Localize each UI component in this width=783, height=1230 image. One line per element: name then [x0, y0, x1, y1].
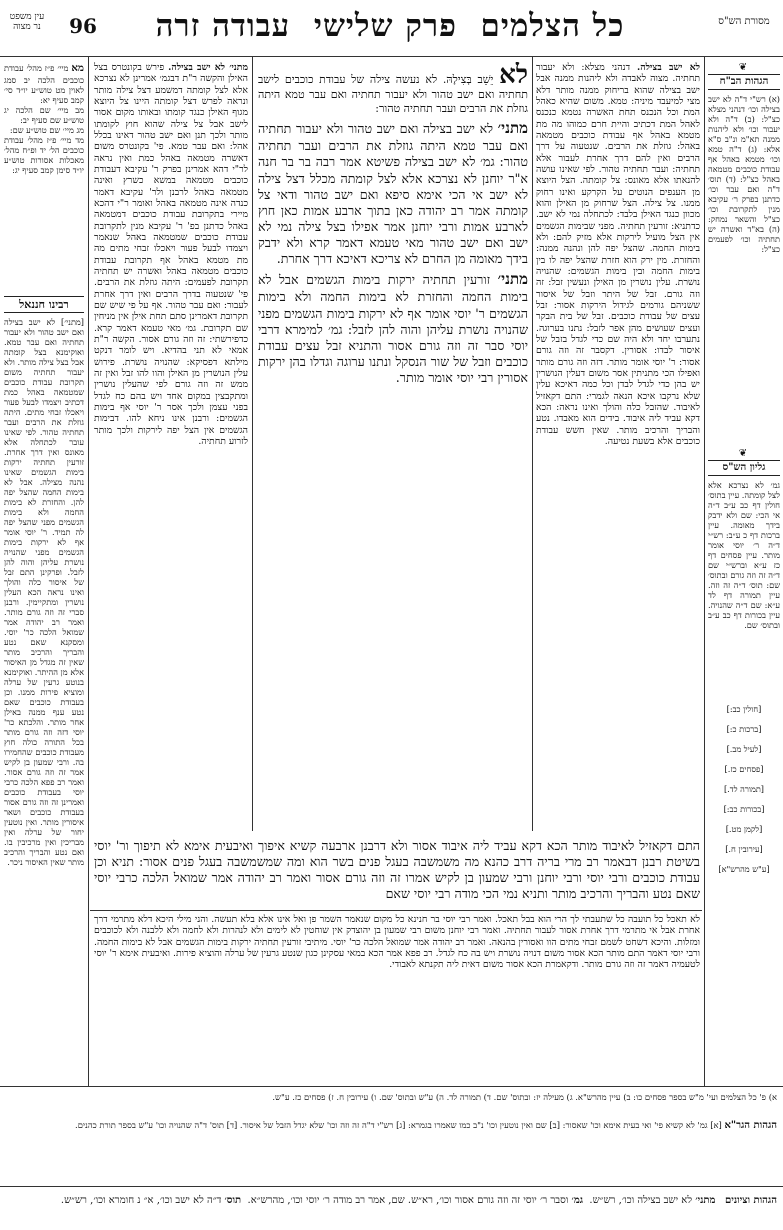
divider-top	[0, 56, 783, 57]
gemara-bottom-text: התם דקאזיל לאיבוד מותר הכא דקא עביד ליה איבוד אסור ולא דרבנן ארבעה קשיא איפוך ואיבעית אימא לא תיפוך ור' יוסי בשיטת רבנן דבאמר רב מרי בריה דרב כהנא מה משמשבה בעגל פנים בשר הוא ומה שמשמשבה בעגל פנים אסור: תניא וכן עבודת כוכבים ורבי יוסי ורבי יוחנן ורבי שמעון בן לקיש אמרו זה וזה גורם אסור ואמר רב יהודה אמר שמואל הלכה כרבי יוסי שאם נטע והבריך והרכיב מותר ותניא נמי הכי מודה רבי יוסי שאם	[94, 838, 700, 902]
bottom-line-label-2: גמ׳	[571, 1195, 584, 1206]
bottom-commentary-block	[94, 914, 700, 1082]
hagahot-habach-column	[708, 62, 780, 442]
gilyon-hashas-column	[708, 448, 780, 698]
hagahot-hagra-text: [א] גמ' לא קשיא פי' ואי בעית אימא וכו' שאסור: [ב] שם ואין נוטעין וכו' נ"ב כמו שאמרו בגמרא: [ג] רש"י ד"ה זה וזה וכו' שלא יגדל הזבל של איסור. [ד] תוס' ד"ה שהנויה וכו' ע"ש בספר תורת כהנים.	[75, 1120, 722, 1130]
mishna1-text: לא ישב בצילה ואם ישב טהור ולא יעבור תחתיה ואם עבר טמא היתה גוזלת את הרבים ועבר תחתיה טהור: גמ׳ לא ישב בצילה פשיטא אמר רבה בר בר חנה א"ר יוחנן לא נצרכא אלא לצל קומתה מכלל דצל צילה לא ישב אי הכי אימא סיפא ואם ישב טהור ודאי צל קומתה אמר רב יהודה כאן בתוך ארבע אמות כאן חוץ לארבע אמות ורבי יוחנן אמר אפילו בצל צילה נמי לא ישב ואם ישב טהור מאי טעמא דאמר קרא ולא ידבק בידך מאומה מן החרם לא צריכא דאיכא דרך אחרת.	[258, 121, 528, 267]
gemara-column	[258, 62, 528, 830]
mesoret-hashas-column	[708, 704, 780, 1082]
bottom-line-text-2: ד״ה לא ישב וכו׳, א״ נ חומרא וכו׳, רש״ש.	[60, 1195, 222, 1206]
bottom-line-label-3: תוס׳	[224, 1195, 242, 1206]
bottom-commentary-text: לא תאכל כל תועבה כל שתעבתי לך הרי הוא בבל תאכל. ואמר רבי יוסי בר חנינא כל מקום שנאמר השמר פן ואל אינו אלא בלא תעשה. והני מילי היכא דלא מתרמי דרך אחרת אבל אי מתרמי דרך אחרת אסור לעבור תחתיה. ואמר רבי יוחנן משום רבי שמעון בן יהוצדק אין שוחטין לא לימים ולא לנהרות ולא לחמה ולא ללבנה ולא לכוכבים ומזלות. והיכא דשחט לשמם זבחי מתים הוו ואסורין בהנאה. ואמר רב יהודה אמר שמואל הלכה כר' יוסי. מיתיבי זורעין תחתיה ירקות בימות הגשמים אבל לא בימות החמה. ורבי יוסי דאמר התם מותר הכא אסור משום דנויה נושרת ויש בה כח לגדל. רב פפא אמר הכא במאי עסקינן כגון שנטע גרעין של ערלה והוציא פירות. ואיבעית אימא ר' יוסי לטעמיה דאמר זה וזה גורם מותר. ודקאמרת הכא אסור משום דאית ליה תקנתא לאבודי.	[94, 914, 700, 971]
divider-bottom-line	[0, 1186, 783, 1187]
divider-right-inner	[532, 56, 533, 831]
divider-footnotes	[0, 1086, 783, 1087]
divider-right-outer	[704, 56, 705, 1086]
ein-mishpat-text: מיי׳ פ״ז מהל׳ עבודת כוכבים הלכה יב סמג לאוין מט טוש״ע יו״ד סי׳ קמב סעיף יא: מב מיי׳ שם הלכה יג טוש״ע שם סעיף יב: מג מיי׳ שם טוש״ע שם: מד מיי׳ פ״ז מהל׳ עבודת כוכבים הל׳ יד ופ״ח מהל׳ מאכלות אסורות טוש״ע יו״ד סימן קמב סעיף יג:	[4, 63, 84, 175]
gilyon-hashas-text: גמ׳ לא נצרכא אלא לצל קומתה. עיין בתוס׳ חולין דף כב ע״ב ד״ה אי הכי: שם ולא ידבק בידך מאומה. עיין ברכות דף כ ע״ב: רש״י ד״ה ר׳ יוסי אומר מותר. עיין פסחים דף כז ע״א וברש״י שם ד״ה זה וזה גורם ובתוס׳ שם: תוס׳ ד״ה זה וזה. עיין תמורה דף לד ע״א: שם ד״ה שהנויה. עיין בכורות דף כב ע״ב ובתוס׳ שם.	[708, 480, 780, 631]
ein-mishpat-lead: מא	[71, 62, 84, 74]
mishna2-label: מתני׳	[497, 270, 528, 289]
divider-left-inner	[252, 56, 253, 831]
ornament-top: ❦	[738, 62, 750, 73]
mishna1-label: מתני׳	[497, 119, 528, 138]
rashi-text: דנהני מצלא: ולא יעבור תחתיה. מצוה לאבדה ולא ליהנות ממנה אבל ישב בצילה שהוא בריחוק ממנה מותר דלא מצי למיעבד מיניה: טמא. משום שהיא כאהל המת וכל הנכנס תחת האשרה נטמא כנכנס לאהל המת דכתיב והיית חרם כמוהו מה מת מטמא באהל אף עבודת כוכבים מטמאה באהל: גוזלת את הרבים. שנטעוה על דרך הרבים ואין להם דרך אחרת לעבור אלא תחתיה: ועבר תחתיה טהור. לפי שאינו עושה להנאתו אלא מאונס: צל קומתה. הצל היוצא מן הענפים הנוטים על הקרקע ואינו רחוק ממנו. צל צילה. הצל שרחוק מן האילן והוא מכוון כנגד האילן בלבד: לכתחלה נמי לא ישב. כדתניא: זורעין תחתיה. מפני שבימות הגשמים אין הצל מועיל לירקות אלא מזיק להם: ולא בימות החמה. שהצל יפה להן ונהנה ממנה: והחזרת. מין ירק הוא חזרת שהצל יפה לו בין בימות החמה ובין בימות הגשמים: שהנויה נושרת. עלין נושרין מן האילן ונעשין זבל: זה וזה גורם. זבל של היתר וזבל של איסור ששניהם גורמים לגידול הירקות אסור: זבל עצים של עבודת כוכבים. זבל של בית הבקר ועצים שעושים מהן אפר לזבל: נתנו בערוגה. נתערבו יחד ולא היה שם כדי לגדל בזבל של איסור לבדו: אסורין. דקסבר זה וזה גורם אסור: ר' יוסי אומר מותר. דזה וזה גורם מותר ואפילו הכי מתניתין אסר משום דעלין הנושרין יש בהן כדי לגדל לבדן וכל כמה דאיכא עלין שלא נרקבו איכא הנאה לגמרי: התם דקאזיל לאיבוד. שהזבל כלה והולך ואינו נראה: הכא דקא עביד ליה איבוד. בידים הוא מאבדו. נטע והבריך והרכיב מותר. שאין חשש עבודת כוכבים אלא בשעת נטיעה.	[536, 62, 700, 447]
rabbeinu-chananel-column	[4, 296, 84, 1082]
bottom-line-label-0: הגהות וציונים	[724, 1195, 777, 1206]
mishna2-text: זורעין תחתיה ירקות בימות הגשמים אבל לא בימות החמה והחזרת לא בימות החמה ולא בימות הגשמים ר' יוסי אומר אף לא ירקות בימות הגשמים מפני שהנויה נושרת עליהן והוה להן לזבל: גמ׳ למימרא דרבי יוסי סבר זה וזה גורם אסור והתניא זבל עצים עבודת כוכבים וזבל של שור הנסקל ונתנו ערוגה וגדלו בהן ירקות אסורין רבי יוסי אומר מותר.	[258, 272, 528, 385]
hagahot-habach-title: הגהות הב"ח	[708, 74, 780, 90]
gemara-intro-text: יֵשֵׁב בְּצִילָהּ. לא נעשה צילה של עבודת כוכבים לישב תחתיה ואם ישב טהור ולא יעבור תחתיה ואם עבר טמא היתה גוזלת את הרבים ועבר תחתיה טהור:	[258, 73, 528, 116]
ein-mishpat-column	[4, 62, 84, 292]
hagahot-hagra-block	[6, 1120, 777, 1182]
hagahot-hagra-title: הגהות הגר"א	[724, 1120, 777, 1131]
rashi-column	[536, 62, 700, 830]
tosafot-column	[94, 62, 248, 830]
footnote-line	[6, 1092, 777, 1114]
page-number: 96	[69, 14, 97, 38]
gilyon-hashas-title: גליון הש"ס	[708, 460, 780, 476]
mesoret-hashas-label: מסורת הש"ס	[718, 16, 770, 27]
divider-left-outer	[88, 56, 89, 1086]
bottom-line-text-0: לא ישב בצילה וכו׳, רש״ש.	[589, 1195, 692, 1206]
gemara-intro-lead: לא	[499, 62, 528, 90]
bottom-line-label-1: מתני׳	[695, 1195, 716, 1206]
mesoret-hashas-text: [חולין כב:] [ברכות כ:] [לעיל מב.] [פסחים כז.] [תמורה לד.] [בכורות כב:] [לקמן מט.] [עירובין ח.] [ע"ש מהרש"א]	[718, 704, 770, 874]
divider-notes	[90, 910, 702, 911]
rabbeinu-chananel-title: רבינו חננאל	[4, 296, 84, 313]
page-title: כל הצלמים פרק שלישי עבודה זרה	[155, 8, 625, 44]
footnote-line-text: א) פ' כל הצלמים ועי' מ"ש בספר פסחים כו: ב) עיין מהרש"א. ג) מעילה יז: ובתוס' שם. ד) תמורה לד. ה) ע"ש ובתוס' שם. ו) עירובין ח. ז) פסחים כז. ע"ש.	[272, 1092, 777, 1102]
header	[0, 0, 783, 60]
bottom-line-text-1: וסבר ר׳ יוסי זה וזה גורם אסור וכו׳, רא״ש. שם, אמר רב מודה ר׳ יוסי וכו׳, מהרש״א.	[247, 1195, 569, 1206]
bottom-line	[6, 1194, 777, 1224]
tosafot-lead: מתני׳ לא ישב בצילה.	[168, 62, 248, 73]
ornament-middle: ❦	[738, 448, 750, 459]
rabbeinu-chananel-text: [מתני׳] לא ישב בצילה ואם ישב טהור ולא יעבור תחתיה ואם עבר טמא. ואוקימנא בצל קומתה אבל בצל צילה מותר. ולא יעבור תחתיה משום תקרובת עבודת כוכבים שמטמאה באהל כמת דכתיב ויצמדו לבעל פעור ויאכלו זבחי מתים. היתה גוזלת את הרבים ועבר תחתיה טהור. לפי שאינו עובר לכתחלה אלא מאונס ואין דרך אחרת. זורעין תחתיה ירקות בימות הגשמים שאינו נהנה מצילה. אבל לא בימות החמה שהצל יפה להן. והחזרת לא בימות החמה ולא בימות הגשמים מפני שהצל יפה לה תמיד. ר' יוסי אומר אף לא ירקות בימות הגשמים מפני שהנויה נושרת עליהן והוה להן לזבל. ופרקינן התם זבל של איסור כלה והולך ואינו נראה הכא העלין נושרין ומתקיימין. ורבנן סברי זה וזה גורם מותר. ואמר רב יהודה אמר שמואל הלכה כר' יוסי. ומסקנא שאם נטע והבריך והרכיב מותר שאין זה מגדל מן האיסור אלא מן ההיתר. ואוקימנא בנוטע גרעין של ערלה ומוציא פירות ממנו. וכן בעבודת כוכבים שאם נטע ענף ממנה באילן אחר מותר. והלכתא כר' יוסי דזה וזה גורם מותר בכל התורה כולה חוץ מעבודת כוכבים שהחמירו בה. ורבי שמעון בן לקיש אמר זה וזה גורם אסור. ואמר רב פפא הלכה כרבי יוסי בעבודת כוכבים ואמרינן זה וזה גורם אסור בעבודת כוכבים ושאר איסורין מותר. ואין נוטעין יחור של ערלה ואין מבריכין ואין מרכיבין בו. ואם נטע והבריך והרכיב מותר שאין האיסור ניכר.	[4, 317, 84, 868]
rashi-lead: לא ישב בצילה.	[637, 62, 700, 73]
gemara-bottom-block	[94, 838, 700, 908]
tosafot-text: פירש בקונטרס בצל האילן והקשה ר"ת דבגמ׳ אמרינן לא נצרכא אלא לצל קומתה דמשמע דצל צילה מותר ונראה לפרש דצל קומתה היינו צל היוצא מגוף האילן כנגד קומתו ובאותו מקום אסור לישב אבל צל צילה שהוא חוץ לקומתו מותר ולכך תנן ואם ישב טהור דאינו בכלל אהל: ואם עבר טמא. פי' בקונטרס משום דאשרה מטמאה באהל כמת ואין נראה לר"י דהא אמרינן בפרק ר' עקיבא דעבודת כוכבים מטמאה במשא כשרץ ואינה מטמאה באהל לרבנן ולר' עקיבא דאמר כנדה אינה מטמאה באהל ואומר ר"י דהכא מיירי בתקרובת עבודת כוכבים דמטמאה באהל כדתנן בפ' ר' עקיבא מנין לתקרובת עבודת כוכבים שמטמאה באהל שנאמר ויצמדו לבעל פעור ויאכלו זבחי מתים מה מת מטמא באהל אף תקרובת עבודת כוכבים מטמאה באהל ואשרה יש תחתיה תקרובת לפעמים: היתה גוזלת את הרבים. פי' שנטעוה בדרך הרבים ואין דרך אחרת לעבור: ואם עבר טהור. אף על פי שיש שם תקרובת דאמרינן סתם תחת אילן אין מניחין שם תקרובת. גמ׳ מאי טעמא דאמר קרא. כדפירשתי: זה וזה גורם אסור. הקשה ר"ת אמאי לא תני בהדיא. ויש לומר דנקט מילתא דפסיקא: שהנויה נושרת. פירוש עלין הנושרין מן האילן והוו להו זבל ואין זה ממש זה וזה גורם לפי שהעלין נושרין ומתקבצין במקום אחד ויש בהם כח לגדל בפני עצמן ולכך אסר ר' יוסי אף בימות הגשמים: ורבנן אינו ניחא להו. דבימות הגשמים אין הצל יפה לירקות ולכך מותר לזרוע תחתיה.	[94, 62, 248, 447]
hagahot-habach-text: (א) רש"י ד"ה לא ישב בצילה וכו׳ דנהני מצלא כצ"ל: (ב) ד"ה ולא יעבור וכו׳ ולא ליהנות ממנה תא"מ ונ"ב ס"א אלא: (ג) ד"ה טמא וכו׳ מטמא באהל אף עבודת כוכבים מטמאה באהל כצ"ל: (ד) תוס׳ ד"ה ואם עבר וכו׳ כדתנן בפרק ר׳ עקיבא מנין לתקרובת וכו׳ כצ"ל והשאר נמחק: (ה) בא"ד ואשרה יש תחתיה וכו׳ לפעמים כצ"ל:	[708, 94, 780, 255]
ein-mishpat-label: עין משפט נר מצוה	[9, 12, 45, 33]
